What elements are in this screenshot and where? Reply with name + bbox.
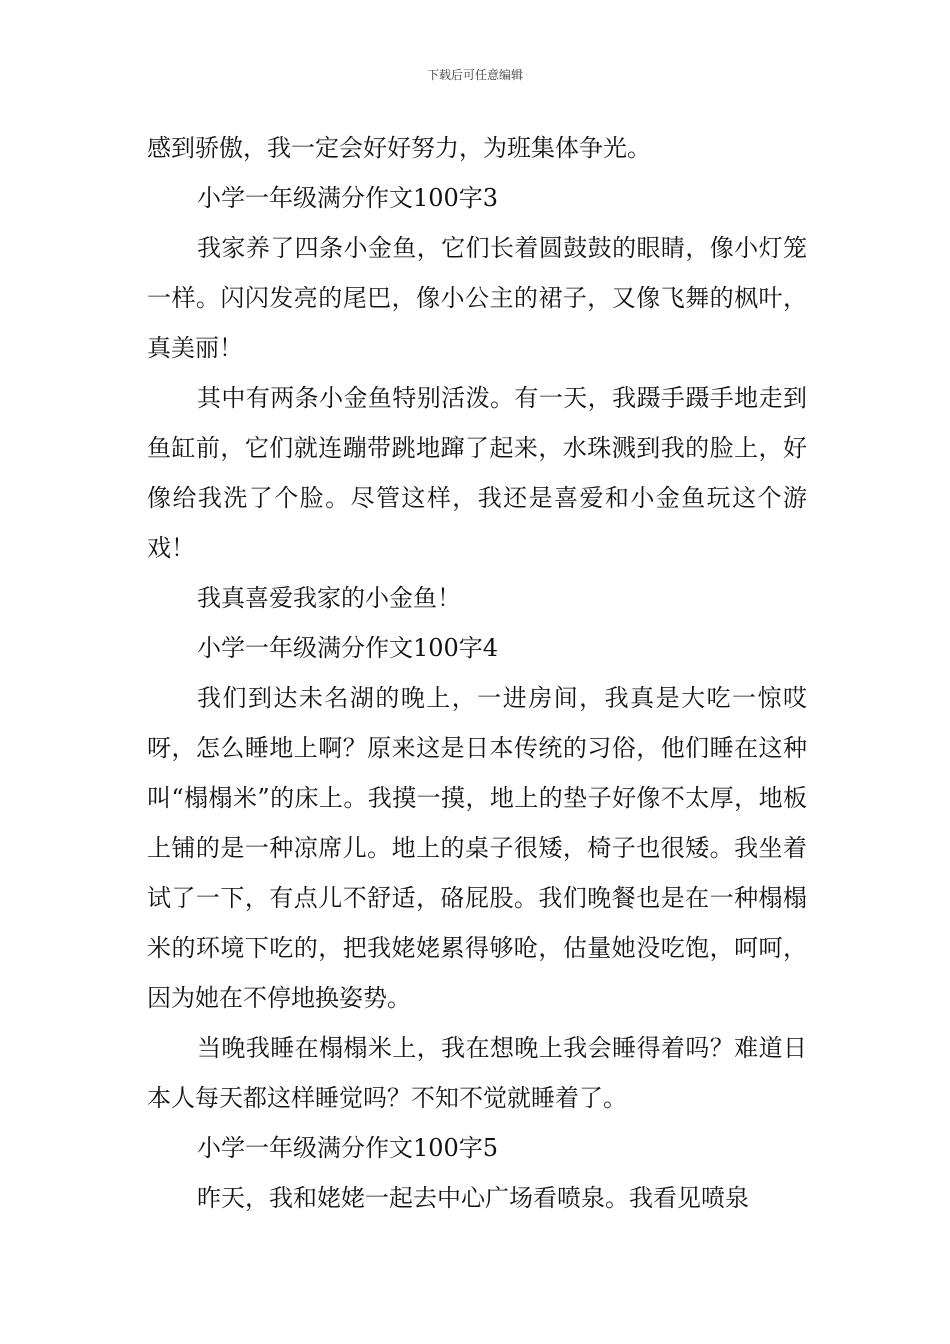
- paragraph: 昨天，我和姥姥一起去中心广场看喷泉。我看见喷泉: [197, 1184, 749, 1212]
- page-header: 下载后可任意编辑: [426, 68, 523, 82]
- paragraph: 我家养了四条小金鱼，它们长着圆鼓鼓的眼睛，像小灯笼一样。闪闪发亮的尾巴，像小公主的裙子，又像飞舞的枫叶，真美丽！: [147, 234, 807, 362]
- paragraph: 当晚我睡在榻榻米上，我在想晚上我会睡得着吗？难道日本人每天都这样睡觉吗？不知不觉就睡着了。: [147, 1034, 807, 1112]
- section-heading: 小学一年级满分作文100字5: [197, 1134, 499, 1162]
- document-body: [147, 123, 807, 1223]
- section-heading: 小学一年级满分作文100字3: [197, 184, 499, 212]
- paragraph: 我们到达未名湖的晚上，一进房间，我真是大吃一惊哎呀，怎么睡地上啊？原来这是日本传统的习俗，他们睡在这种叫“榻榻米”的床上。我摸一摸，地上的垫子好像不太厚，地板上铺的是一种凉席儿。地上的桌子很矮，椅子也很矮。我坐着试了一下，有点儿不舒适，硌屁股。我们晚餐也是在一种榻榻米的环境下吃的，把我姥姥累得够呛，估量她没吃饱，呵呵，因为她在不停地换姿势。: [147, 684, 807, 1012]
- paragraph: 我真喜爱我家的小金鱼！: [197, 584, 461, 612]
- paragraph: 感到骄傲，我一定会好好努力，为班集体争光。: [147, 134, 651, 162]
- paragraph: 其中有两条小金鱼特别活泼。有一天，我蹑手蹑手地走到鱼缸前，它们就连蹦带跳地蹿了起来，水珠溅到我的脸上，好像给我洗了个脸。尽管这样，我还是喜爱和小金鱼玩这个游戏！: [147, 384, 807, 562]
- section-heading: 小学一年级满分作文100字4: [197, 634, 499, 662]
